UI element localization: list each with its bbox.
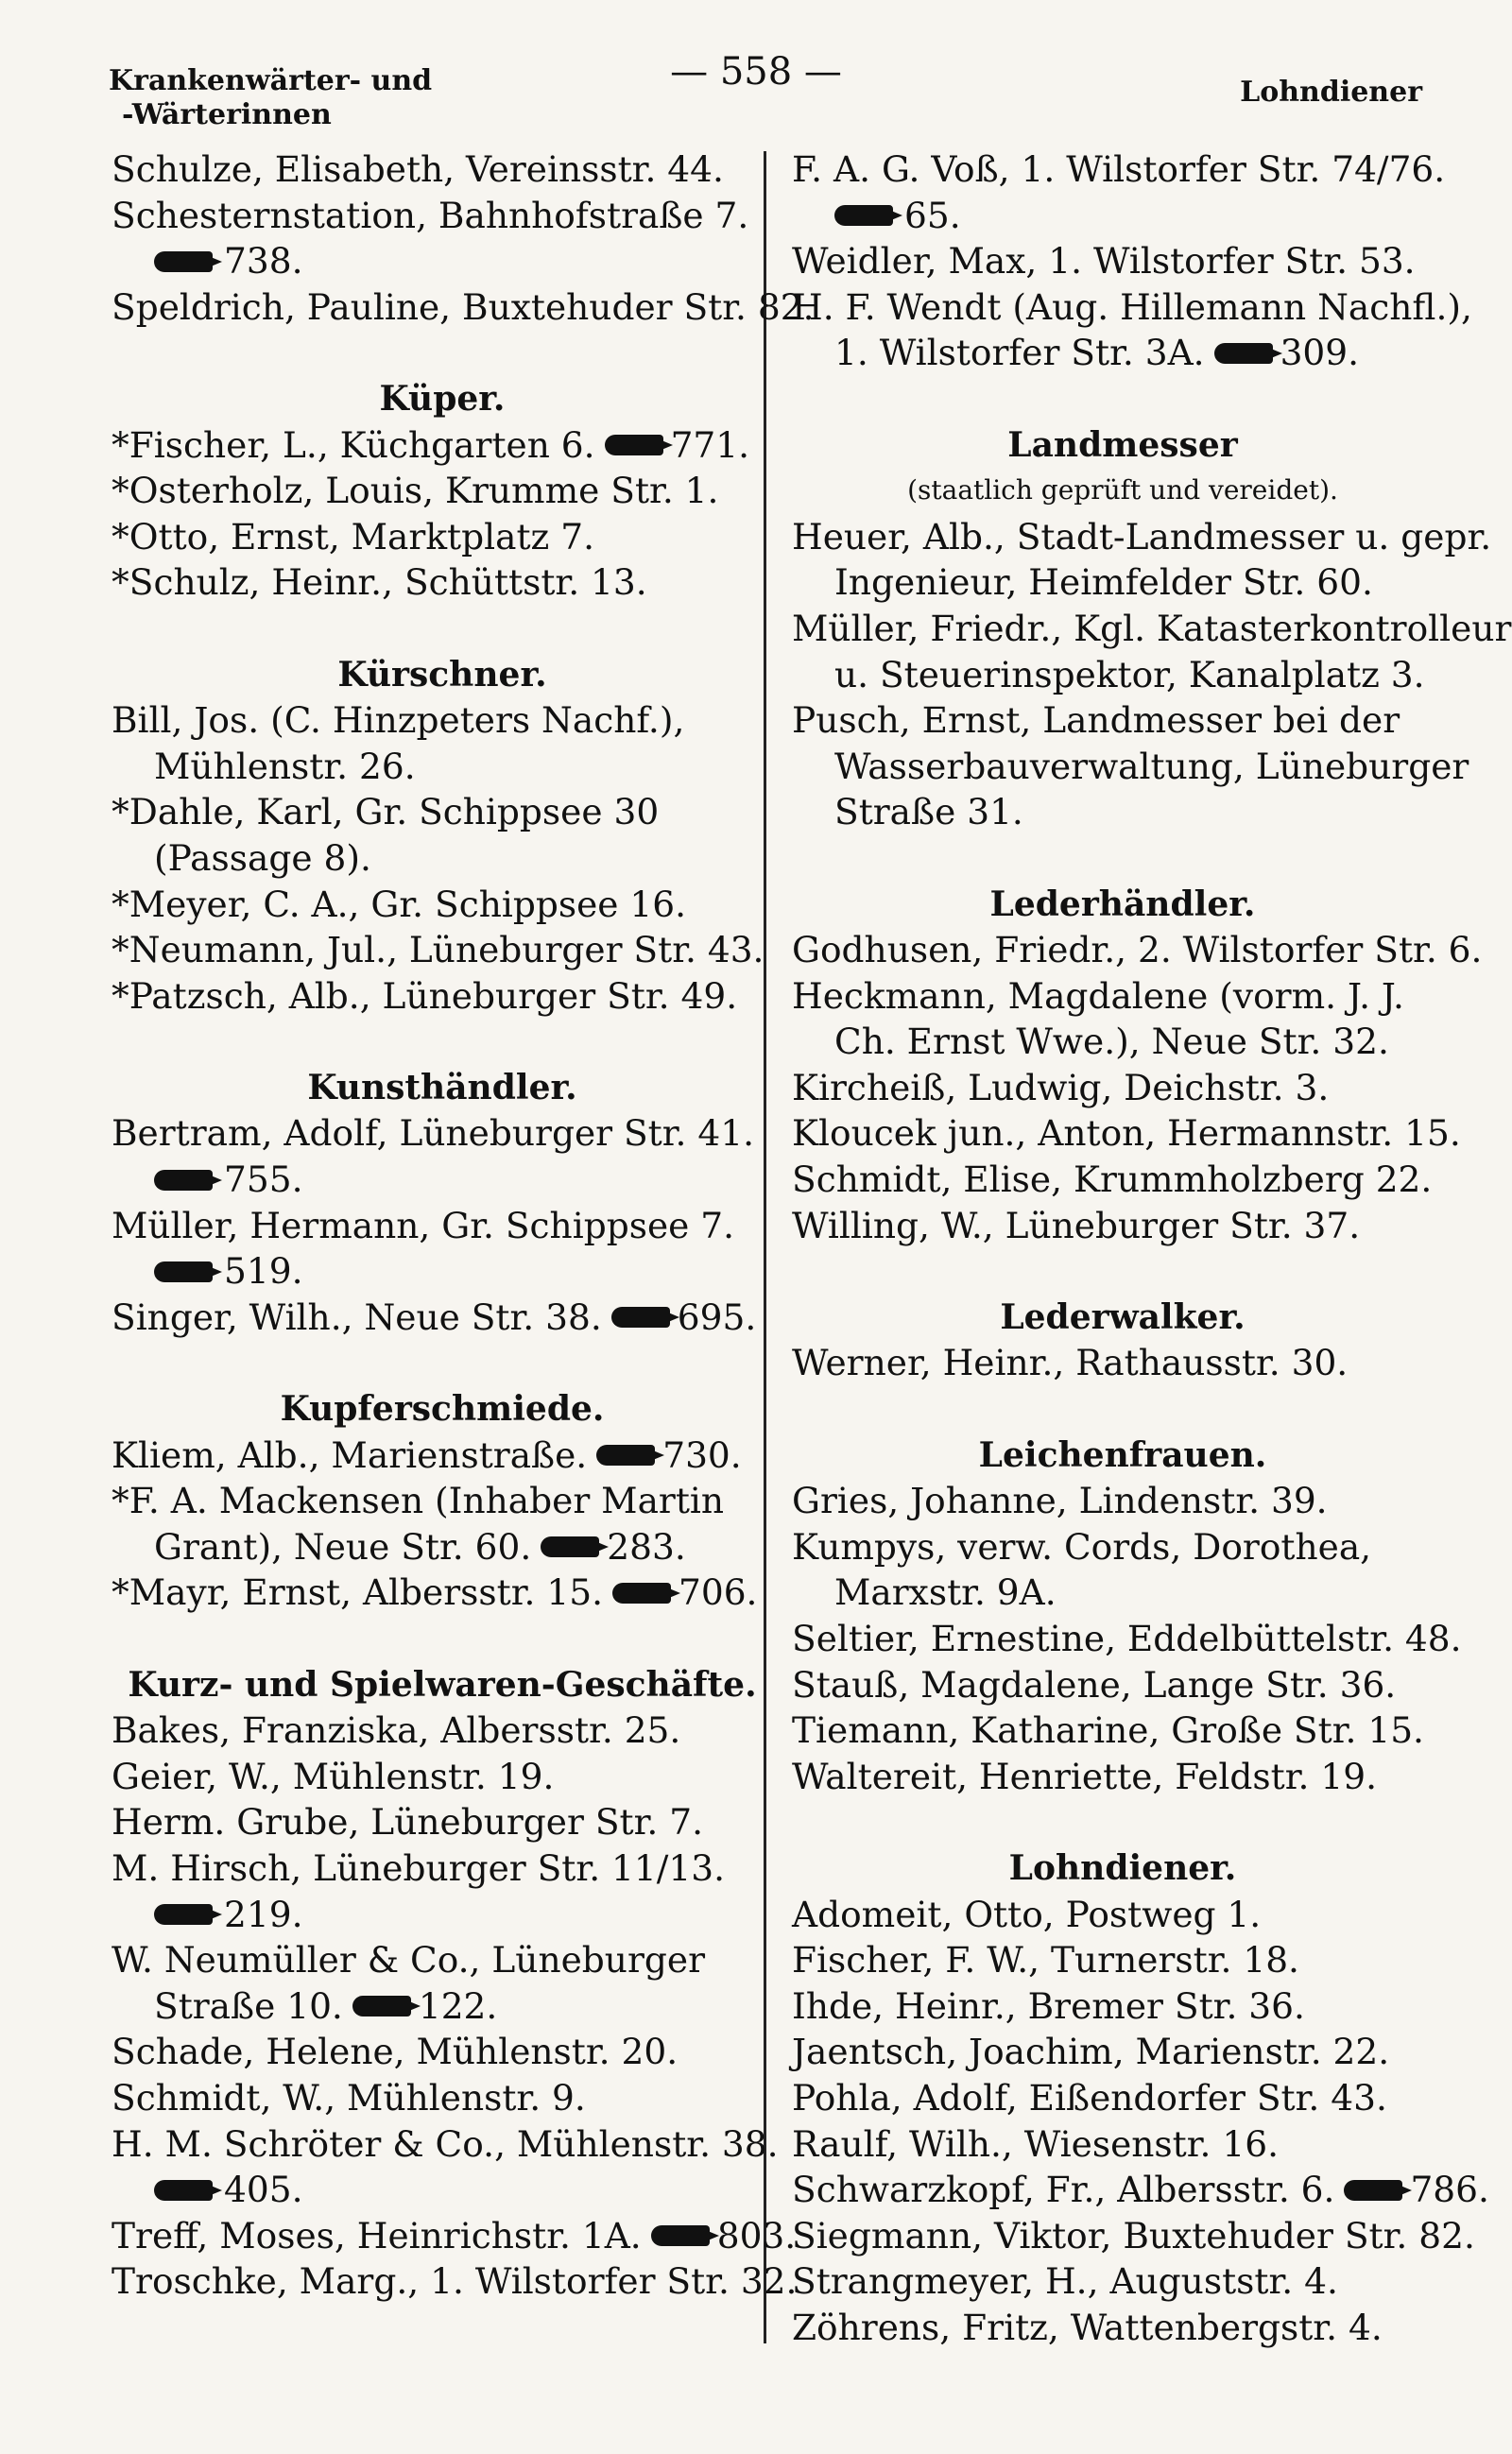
entry-text: Mühlenstr. 26. [154,745,416,787]
telephone-number: 730. [662,1433,742,1476]
spacer [792,1248,1453,1295]
entry-text: Seltier, Ernestine, Eddelbüttelstr. 48. [792,1618,1462,1659]
entry-text: Zöhrens, Fritz, Wattenbergstr. 4. [792,2306,1383,2348]
directory-entry [792,146,1453,193]
entry-text: Raulf, Wilh., Wiesenstr. 16. [792,2122,1280,2165]
entry-text: Godhusen, Friedr., 2. Wilstorfer Str. 6. [792,929,1483,971]
directory-entry [792,1478,1453,1524]
directory-entry [792,2167,1489,2213]
directory-entry [792,2075,1453,2121]
section-heading [112,376,773,422]
entry-text: 65. [904,194,961,236]
directory-entry [112,559,773,606]
telephone-number: 122. [418,1984,498,2027]
directory-entry [112,284,815,331]
directory-entry [792,2305,1453,2351]
entry-text: *Patzsch, Alb., Lüneburger Str. 49. [112,974,738,1017]
directory-entry [792,1754,1453,1800]
section-heading [112,652,773,698]
directory-entry [112,422,773,469]
running-header-right: Lohndiener [1240,76,1422,109]
entry-text: Tiemann, Katharine, Große Str. 15. [792,1709,1424,1752]
entry-continuation [112,744,773,790]
telephone-hand-icon [1344,2180,1402,2201]
entry-text: Treff, Moses, Heinrichstr. 1A. [112,2214,642,2257]
directory-entry [112,468,773,514]
entry-text: Willing, W., Lüneburger Str. 37. [792,1204,1361,1246]
left-column [112,146,815,2305]
entry-text: Straße 31. [834,791,1023,833]
entry-continuation [112,1524,773,1570]
entry-text: Ingenieur, Heimfelder Str. 60. [834,561,1373,604]
section-heading [792,882,1453,928]
directory-entry [792,2213,1475,2259]
spacer [792,1386,1453,1433]
entry-text: *Neumann, Jul., Lüneburger Str. 43. [112,929,765,971]
directory-entry [112,1110,773,1157]
entry-text: Ihde, Heinr., Bremer Str. 36. [792,1984,1305,2027]
section-note [792,468,1453,514]
directory-entry [792,1937,1453,1983]
telephone-hand-icon [154,1261,213,1282]
entry-text: *Fischer, L., Küchgarten 6. [112,423,595,466]
directory-entry [792,697,1453,744]
spacer [112,1616,773,1662]
entry-continuation [792,193,1453,239]
entry-text: Pohla, Adolf, Eißendorfer Str. 43. [792,2076,1387,2119]
entry-continuation [792,789,1453,835]
entry-text: (staatlich geprüft und vereidet). [907,474,1338,506]
entry-text: Waltereit, Henriette, Feldstr. 19. [792,1755,1378,1797]
directory-entry [792,2029,1453,2075]
entry-text: Marxstr. 9A. [834,1571,1057,1614]
entry-text: W. Neumüller & Co., Lüneburger [112,1939,705,1982]
entry-continuation [792,330,1453,376]
entry-text: Müller, Friedr., Kgl. Katasterkontrolleur [792,607,1512,649]
spacer [112,1019,773,1065]
entry-text: (Passage 8). [154,836,371,879]
directory-entry [112,2213,797,2259]
entry-continuation [792,1570,1453,1616]
entry-text: Stauß, Magdalene, Lange Str. 36. [792,1663,1397,1706]
telephone-hand-icon [612,1583,671,1604]
telephone-hand-icon [154,1904,213,1925]
telephone-hand-icon [605,435,663,455]
entry-text: 519. [224,1250,303,1293]
spacer [112,606,773,652]
telephone-hand-icon [154,1170,213,1191]
entry-text: Siegmann, Viktor, Buxtehuder Str. 82. [792,2214,1475,2257]
entry-text: F. A. G. Voß, 1. Wilstorfer Str. 74/76. [792,148,1446,190]
entry-text: Strangmeyer, H., Auguststr. 4. [792,2260,1338,2303]
page-number: — 558 — [670,50,842,94]
directory-entry [112,1478,773,1524]
directory-entry [112,927,773,973]
directory-entry [792,927,1483,973]
entry-text: Schade, Helene, Mühlenstr. 20. [112,2031,679,2073]
entry-text: Schmidt, W., Mühlenstr. 9. [112,2076,586,2119]
directory-entry [112,882,773,928]
directory-entry [792,1616,1462,1662]
entry-text: Speldrich, Pauline, Buxtehuder Str. 82. [112,285,815,328]
directory-entry [112,1799,773,1845]
directory-entry [792,1157,1453,1203]
section-heading [112,1386,773,1433]
entry-text: Schwarzkopf, Fr., Albersstr. 6. [792,2169,1335,2211]
entry-text: Bakes, Franziska, Albersstr. 25. [112,1709,681,1752]
entry-continuation [112,1248,773,1295]
entry-text: Leichenfrauen. [978,1434,1267,1475]
entry-text: Heckmann, Magdalene (vorm. J. J. [792,974,1404,1017]
telephone-hand-icon [651,2225,710,2246]
entry-continuation [792,652,1453,698]
directory-entry [112,973,773,1020]
entry-text: 219. [224,1893,303,1935]
entry-text: Kupferschmiede. [280,1389,605,1430]
entry-text: *Schulz, Heinr., Schüttstr. 13. [112,561,647,604]
entry-text: Adomeit, Otto, Postweg 1. [792,1893,1262,1935]
entry-text: *Meyer, C. A., Gr. Schippsee 16. [112,883,687,925]
entry-text: *Otto, Ernst, Marktplatz 7. [112,515,595,558]
directory-entry [792,1203,1453,1249]
entry-text: Kunsthändler. [307,1067,577,1107]
entry-text: Küper. [379,378,506,419]
spacer [792,835,1453,882]
entry-text: Wasserbauverwaltung, Lüneburger [834,745,1469,787]
directory-entry [112,1433,773,1479]
entry-continuation [792,744,1469,790]
entry-text: Kumpys, verw. Cords, Dorothea, [792,1525,1372,1568]
entry-text: 405. [224,2169,303,2211]
header-left-line1: Krankenwärter- und [109,64,433,97]
directory-entry [792,1983,1453,2030]
entry-text: u. Steuerinspektor, Kanalplatz 3. [834,653,1425,695]
entry-text: Ch. Ernst Wwe.), Neue Str. 32. [834,1021,1389,1063]
entry-text: H. F. Wendt (Aug. Hillemann Nachfl.), [792,285,1472,328]
telephone-hand-icon [541,1536,599,1557]
spacer [792,1799,1453,1845]
entry-continuation [112,238,773,284]
directory-entry [792,1340,1453,1386]
telephone-number: 695. [677,1296,757,1338]
directory-entry [112,2121,779,2168]
telephone-number: 706. [678,1571,758,1614]
directory-entry [792,1892,1453,1938]
telephone-number: 309. [1280,332,1360,374]
header-left-line2: -Wärterinnen [122,98,332,131]
telephone-hand-icon [834,205,893,226]
right-column [792,146,1512,2351]
directory-entry [112,697,773,744]
entry-text: H. M. Schröter & Co., Mühlenstr. 38. [112,2122,779,2165]
directory-entry [112,2029,773,2075]
telephone-number: 771. [670,423,750,466]
entry-continuation [112,835,773,882]
entry-text: Heuer, Alb., Stadt-Landmesser u. gepr. [792,515,1492,558]
directory-entry [112,1754,773,1800]
telephone-hand-icon [1214,343,1273,364]
section-heading [112,1065,773,1111]
entry-text: Grant), Neue Str. 60. [154,1525,532,1568]
spacer [112,1340,773,1386]
directory-entry [112,514,773,560]
directory-entry [112,2075,773,2121]
entry-text: Schulze, Elisabeth, Vereinsstr. 44. [112,148,724,190]
entry-text: Kloucek jun., Anton, Hermannstr. 15. [792,1112,1461,1155]
entry-text: Kircheiß, Ludwig, Deichstr. 3. [792,1066,1330,1108]
directory-entry [792,1065,1453,1111]
entry-text: Straße 10. [154,1984,343,2027]
entry-text: Lohndiener. [1008,1847,1237,1888]
entry-continuation [112,1983,773,2030]
directory-entry [112,1570,773,1616]
directory-entry [112,1203,773,1249]
entry-text: Jaentsch, Joachim, Marienstr. 22. [792,2031,1390,2073]
directory-entry [112,2258,798,2305]
directory-entry [792,1708,1453,1754]
directory-entry [792,238,1453,284]
directory-entry [112,1937,773,1983]
entry-text: Bill, Jos. (C. Hinzpeters Nachf.), [112,699,685,742]
directory-entry [792,2121,1453,2168]
entry-text: Kurz- und Spielwaren-Geschäfte. [128,1664,757,1705]
directory-entry [112,1845,773,1892]
telephone-hand-icon [596,1445,655,1466]
entry-text: Werner, Heinr., Rathausstr. 30. [792,1342,1349,1384]
telephone-number: 283. [607,1525,686,1568]
entry-text: Schesternstation, Bahnhofstraße 7. [112,194,749,236]
directory-entry [792,606,1512,652]
entry-continuation [112,1157,773,1203]
section-heading [112,1662,773,1708]
entry-text: M. Hirsch, Lüneburger Str. 11/13. [112,1846,726,1889]
directory-entry [792,284,1472,331]
telephone-number: 786. [1410,2169,1489,2211]
entry-text: Müller, Hermann, Gr. Schippsee 7. [112,1204,735,1246]
entry-text: *F. A. Mackensen (Inhaber Martin [112,1480,725,1522]
directory-entry [112,193,773,239]
telephone-number: 803. [716,2214,797,2257]
entry-text: 1. Wilstorfer Str. 3A. [834,332,1205,374]
section-heading [792,1433,1453,1479]
entry-text: 755. [224,1158,303,1201]
section-heading [792,1845,1453,1892]
entry-text: *Osterholz, Louis, Krumme Str. 1. [112,470,719,512]
entry-text: Gries, Johanne, Lindenstr. 39. [792,1480,1328,1522]
entry-text: Singer, Wilh., Neue Str. 38. [112,1296,602,1338]
directory-entry [792,973,1453,1020]
entry-text: Troschke, Marg., 1. Wilstorfer Str. 32. [112,2260,798,2303]
directory-entry [792,514,1492,560]
entry-text: Bertram, Adolf, Lüneburger Str. 41. [112,1112,755,1155]
entry-continuation [792,559,1453,606]
directory-entry [792,2258,1453,2305]
section-heading [792,1295,1453,1341]
entry-continuation [112,2167,773,2213]
directory-entry [792,1662,1453,1708]
directory-entry [112,146,773,193]
entry-text: Landmesser [1007,424,1238,465]
entry-continuation [112,1892,773,1938]
telephone-hand-icon [154,2180,213,2201]
entry-text: *Dahle, Karl, Gr. Schippsee 30 [112,791,660,833]
entry-text: Geier, W., Mühlenstr. 19. [112,1755,555,1797]
entry-text: Herm. Grube, Lüneburger Str. 7. [112,1801,704,1844]
entry-text: Kürschner. [337,654,547,695]
entry-text: Lederhändler. [989,884,1256,924]
entry-text: Lederwalker. [1000,1296,1246,1337]
entry-text: Kliem, Alb., Marienstraße. [112,1433,588,1476]
directory-entry [792,1524,1453,1570]
directory-entry [792,1110,1461,1157]
entry-text: *Mayr, Ernst, Albersstr. 15. [112,1571,603,1614]
telephone-hand-icon [154,251,213,272]
directory-entry [112,1708,773,1754]
entry-text: Schmidt, Elise, Krummholzberg 22. [792,1158,1433,1201]
section-heading [792,422,1453,469]
entry-text: Weidler, Max, 1. Wilstorfer Str. 53. [792,240,1416,283]
entry-text: Fischer, F. W., Turnerstr. 18. [792,1939,1299,1982]
directory-entry [112,789,773,835]
directory-entry [112,1295,773,1341]
spacer [112,330,773,376]
telephone-hand-icon [352,1996,411,2016]
entry-continuation [792,1019,1453,1065]
spacer [792,376,1453,422]
entry-text: 738. [224,240,303,283]
entry-text: Pusch, Ernst, Landmesser bei der [792,699,1400,742]
telephone-hand-icon [611,1307,670,1328]
